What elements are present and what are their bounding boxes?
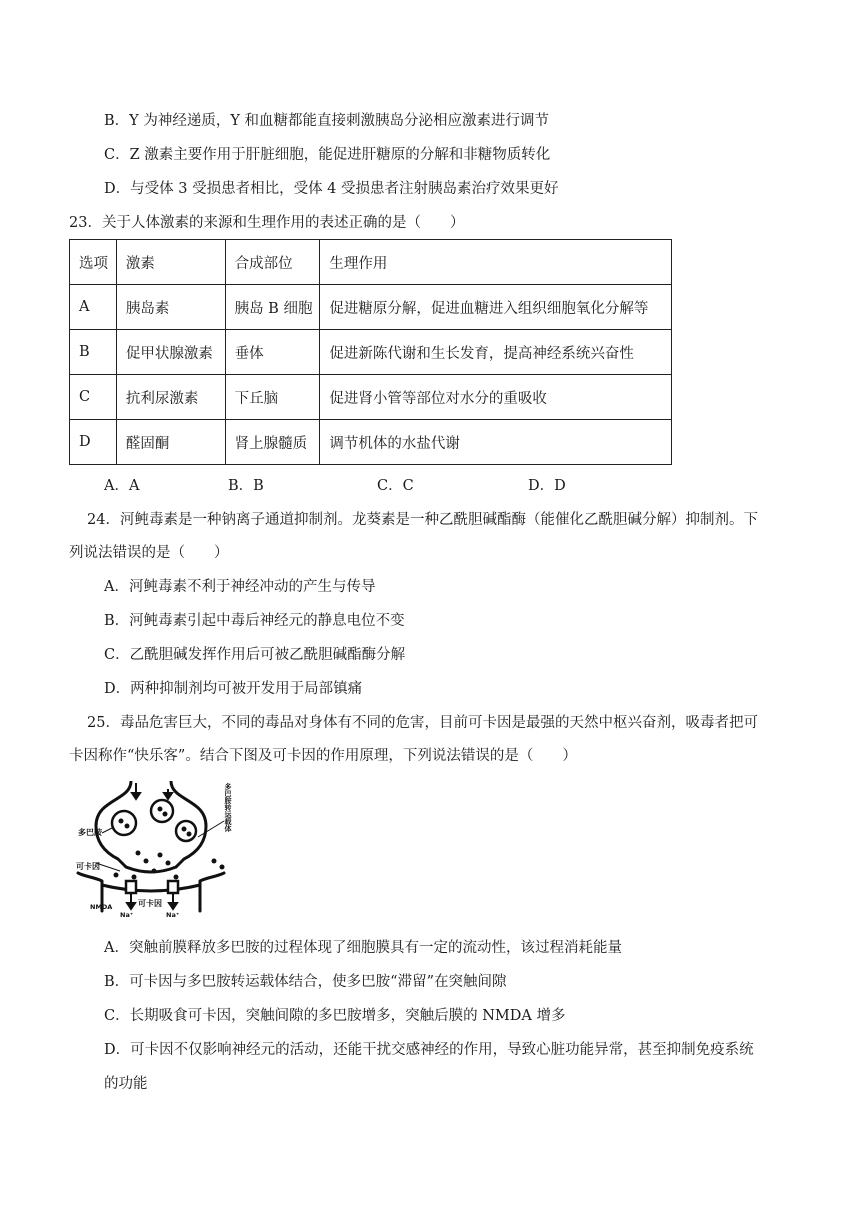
q25-stem-line2: 卡因称作“快乐客”。结合下图及可卡因的作用原理，下列说法错误的是（ ）: [69, 748, 577, 764]
table-cell: 胰岛素: [116, 285, 225, 330]
table-header-cell: 激素: [116, 240, 225, 285]
q25-option-d-continued: 的功能: [104, 1076, 148, 1092]
table-cell: A: [70, 285, 117, 330]
q23-stem: 23．关于人体激素的来源和生理作用的表述正确的是（ ）: [69, 215, 465, 231]
table-header-cell: 生理作用: [320, 240, 672, 285]
table-cell: 抗利尿激素: [116, 375, 225, 420]
table-cell: 垂体: [225, 330, 320, 375]
q24-stem-line1: 24．河鲀毒素是一种钠离子通道抑制剂。龙葵素是一种乙酰胆碱酯酶（能催化乙酰胆碱分解）抑制剂。下: [87, 512, 758, 528]
table-cell: 下丘脑: [225, 375, 320, 420]
q23-option-c: C．C: [377, 478, 414, 494]
q24-option-a: A．河鲀毒素不利于神经冲动的产生与传导: [104, 579, 376, 595]
q24-option-b: B．河鲀毒素引起中毒后神经元的静息电位不变: [104, 613, 405, 629]
q25-stem-line1: 25．毒品危害巨大，不同的毒品对身体有不同的危害，目前可卡因是最强的天然中枢兴奋剂，吸毒者把可: [87, 715, 758, 731]
table-header-cell: 选项: [70, 240, 117, 285]
synapse-diagram: [76, 781, 236, 919]
table-row: [70, 285, 672, 330]
q25-option-b: B．可卡因与多巴胺转运载体结合，使多巴胺“滞留”在突触间隙: [104, 974, 507, 990]
table-row: [70, 420, 672, 465]
table-cell: 调节机体的水盐代谢: [320, 420, 672, 465]
table-cell: D: [70, 420, 117, 465]
table-cell: 醛固酮: [116, 420, 225, 465]
label-na-1: Na⁺: [120, 911, 134, 919]
table-cell: C: [70, 375, 117, 420]
q23-hormone-table: [69, 239, 672, 465]
table-cell: 促进糖原分解，促进血糖进入组织细胞氧化分解等: [320, 285, 672, 330]
table-cell: 促进新陈代谢和生长发育，提高神经系统兴奋性: [320, 330, 672, 375]
label-na-2: Na⁺: [166, 911, 180, 919]
table-cell: 促甲状腺激素: [116, 330, 225, 375]
table-header-row: [70, 240, 672, 285]
table-cell: 胰岛 B 细胞: [225, 285, 320, 330]
table-cell: B: [70, 330, 117, 375]
table-row: [70, 330, 672, 375]
label-nmda: NMDA: [90, 903, 113, 911]
q23-option-b: B．B: [228, 478, 264, 494]
q24-stem-line2: 列说法错误的是（ ）: [69, 545, 229, 561]
q25-option-c: C．长期吸食可卡因，突触间隙的多巴胺增多，突触后膜的 NMDA 增多: [104, 1008, 566, 1024]
table-row: [70, 375, 672, 420]
label-cocaine-left: 可卡因: [76, 862, 100, 871]
table-cell: 促进肾小管等部位对水分的重吸收: [320, 375, 672, 420]
q22-option-c: C．Z 激素主要作用于肝脏细胞，能促进肝糖原的分解和非糖物质转化: [104, 147, 551, 163]
label-dopamine: 多巴胺: [78, 828, 102, 837]
table-cell: 肾上腺髓质: [225, 420, 320, 465]
label-dopamine-transporter: 多巴胺转运载体: [224, 783, 232, 832]
q23-option-d: D．D: [528, 478, 566, 494]
q25-option-d: D．可卡因不仅影响神经元的活动，还能干扰交感神经的作用，导致心脏功能异常，甚至抑制免疫系统: [104, 1042, 754, 1058]
q25-option-a: A．突触前膜释放多巴胺的过程体现了细胞膜具有一定的流动性，该过程消耗能量: [104, 940, 622, 956]
q24-option-d: D．两种抑制剂均可被开发用于局部镇痛: [104, 681, 363, 697]
label-cocaine-bottom: 可卡因: [138, 899, 162, 908]
q22-option-b: B．Y 为神经递质，Y 和血糖都能直接刺激胰岛分泌相应激素进行调节: [104, 113, 550, 129]
table-header-cell: 合成部位: [225, 240, 320, 285]
q23-option-a: A．A: [104, 478, 140, 494]
q24-option-c: C．乙酰胆碱发挥作用后可被乙酰胆碱酯酶分解: [104, 647, 406, 663]
q22-option-d: D．与受体 3 受损患者相比，受体 4 受损患者注射胰岛素治疗效果更好: [104, 181, 559, 197]
